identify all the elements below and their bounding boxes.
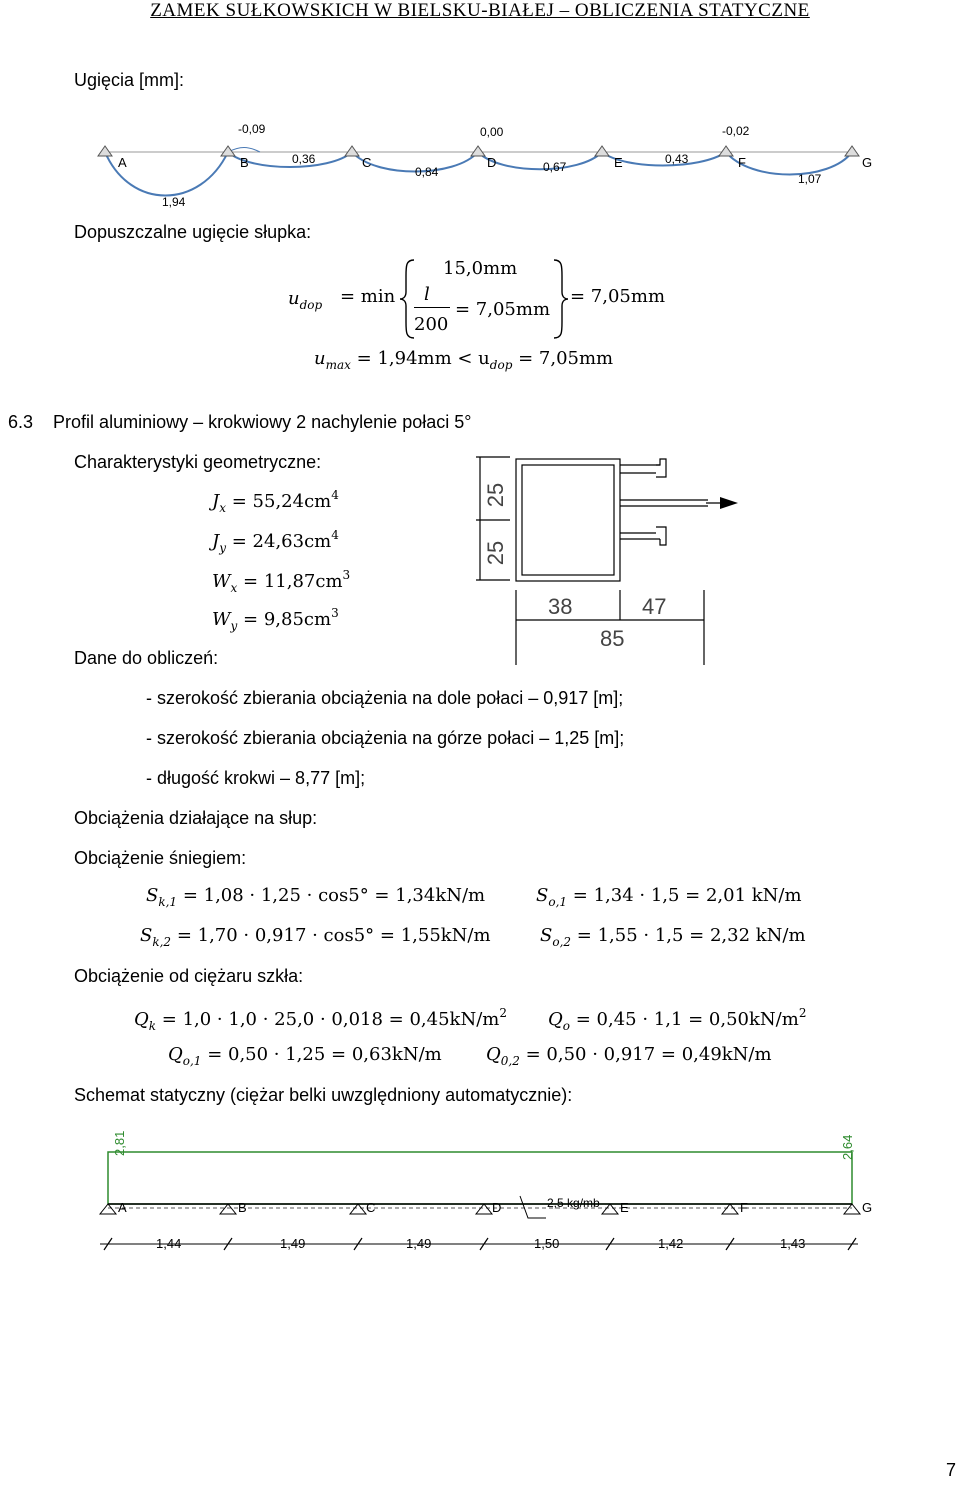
wx-line: $W_x = 11,87cm^3$ (212, 568, 351, 595)
support-label-g: G (862, 155, 873, 170)
qk-line: $Q_k = 1,0 \cdot 1,0 \cdot 25,0 \cdot 0,018 = 0,45kN/m^2$ (134, 1006, 507, 1033)
support-label-f: F (738, 155, 746, 170)
span-length: 1,43 (780, 1236, 806, 1251)
data-label: Dane do obliczeń: (74, 648, 219, 668)
dim-w-left: 38 (548, 594, 573, 619)
dim-h-top: 25 (483, 482, 509, 508)
deflection-value: -0,09 (238, 122, 266, 136)
u-max-line: $u_{max} = 1,94mm < u_{dop} = 7,05mm$ (314, 348, 614, 372)
load-value-right: 2,64 (840, 1134, 855, 1160)
u-dop-opt1: 15,0mm (443, 258, 518, 279)
span-length: 1,50 (534, 1236, 560, 1251)
page-header (0, 0, 960, 26)
deflection-value: 0,67 (543, 160, 567, 174)
data-item: - szerokość zbierania obciążenia na górze połaci – 1,25 [m]; (146, 728, 625, 748)
jy-line: $J_y = 24,63cm^4$ (212, 528, 339, 555)
static-scheme (0, 1120, 960, 1260)
qo-line: $Q_o = 0,45 \cdot 1,1 = 0,50kN/m^2$ (548, 1006, 807, 1033)
allowable-label: Dopuszczalne ugięcie słupka: (74, 222, 312, 242)
header-title: ZAMEK SUŁKOWSKICH W BIELSKU-BIAŁEJ – OBLICZENIA STATYCZNE (150, 0, 810, 21)
deflection-value: 0,84 (415, 165, 439, 179)
span-length: 1,42 (658, 1236, 684, 1251)
scheme-support-e: E (620, 1200, 629, 1215)
sk1-line: $S_{k,1} = 1,08 \cdot 1,25 \cdot \cos 5^\circ = 1,34kN/m$ (146, 885, 486, 909)
support-label-a: A (118, 155, 127, 170)
snow-label: Obciążenie śniegiem: (74, 848, 247, 868)
page-number: 7 (945, 1460, 956, 1480)
load-value-left: 2,81 (112, 1130, 127, 1156)
u-dop-opt2-den: 200 (414, 314, 449, 335)
span-length: 1,49 (280, 1236, 306, 1251)
u-dop-opt2-num: l (424, 284, 430, 305)
scheme-support-c: C (366, 1200, 376, 1215)
deflection-value: 0,43 (665, 152, 689, 166)
deflection-value: 1,07 (798, 172, 822, 186)
dim-w-total: 85 (600, 626, 625, 651)
so2-line: $S_{o,2} = 1,55 \cdot 1,5 = 2,32$ kN/m (540, 925, 806, 949)
deflection-value: 0,36 (292, 152, 316, 166)
geo-label: Charakterystyki geometryczne: (74, 452, 322, 472)
support-label-d: D (487, 155, 497, 170)
dim-w-right: 47 (642, 594, 667, 619)
section-heading: 6.3 Profil aluminiowy – krokwiowy 2 nachylenie połaci 5° (8, 412, 472, 432)
scheme-support-f: F (740, 1200, 748, 1215)
loads-label: Obciążenia działające na słup: (74, 808, 318, 828)
qo2-line: $Q_{0,2} = 0,50 \cdot 0,917 = 0,49kN/m$ (486, 1044, 772, 1068)
support-label-c: C (362, 155, 372, 170)
scheme-support-g: G (862, 1200, 873, 1215)
brace-right (552, 258, 570, 340)
glass-label: Obciążenie od ciężaru szkła: (74, 966, 304, 986)
deflection-value: -0,02 (722, 124, 750, 138)
support-label-e: E (614, 155, 623, 170)
scheme-support-d: D (492, 1200, 502, 1215)
span-length: 1,44 (156, 1236, 182, 1251)
qo1-line: $Q_{o,1} = 0,50 \cdot 1,25 = 0,63kN/m$ (168, 1044, 442, 1068)
u-dop-min: = min (340, 286, 396, 307)
deflection-value: 1,94 (162, 195, 186, 209)
scheme-label: Schemat statyczny (ciężar belki uwzględniony automatycznie): (74, 1085, 573, 1105)
span-length: 1,49 (406, 1236, 432, 1251)
so1-line: $S_{o,1} = 1,34 \cdot 1,5 = 2,01$ kN/m (536, 885, 802, 909)
scheme-support-b: B (238, 1200, 247, 1215)
fraction-bar (414, 307, 450, 308)
support-label-b: B (240, 155, 249, 170)
deflections-title: Ugięcia [mm]: (74, 70, 185, 90)
self-weight-label: 2,5 kg/mb (547, 1196, 600, 1210)
sk2-line: $S_{k,2} = 1,70 \cdot 0,917 \cdot \cos 5^\circ = 1,55kN/m$ (140, 925, 491, 949)
data-item: - szerokość zbierania obciążenia na dole połaci – 0,917 [m]; (146, 688, 624, 708)
deflection-value: 0,00 (480, 125, 504, 139)
u-dop-lhs: $u_{dop}$ (288, 288, 323, 312)
jx-line: $J_x = 55,24cm^4$ (212, 488, 339, 515)
wy-line: $W_y = 9,85cm^3$ (212, 606, 339, 633)
u-dop-opt2-val: = 7,05mm (455, 299, 551, 320)
u-dop-result: = 7,05mm (570, 286, 666, 307)
data-item: - długość krokwi – 8,77 [m]; (146, 768, 366, 788)
dim-h-bot: 25 (483, 540, 509, 566)
scheme-support-a: A (118, 1200, 127, 1215)
